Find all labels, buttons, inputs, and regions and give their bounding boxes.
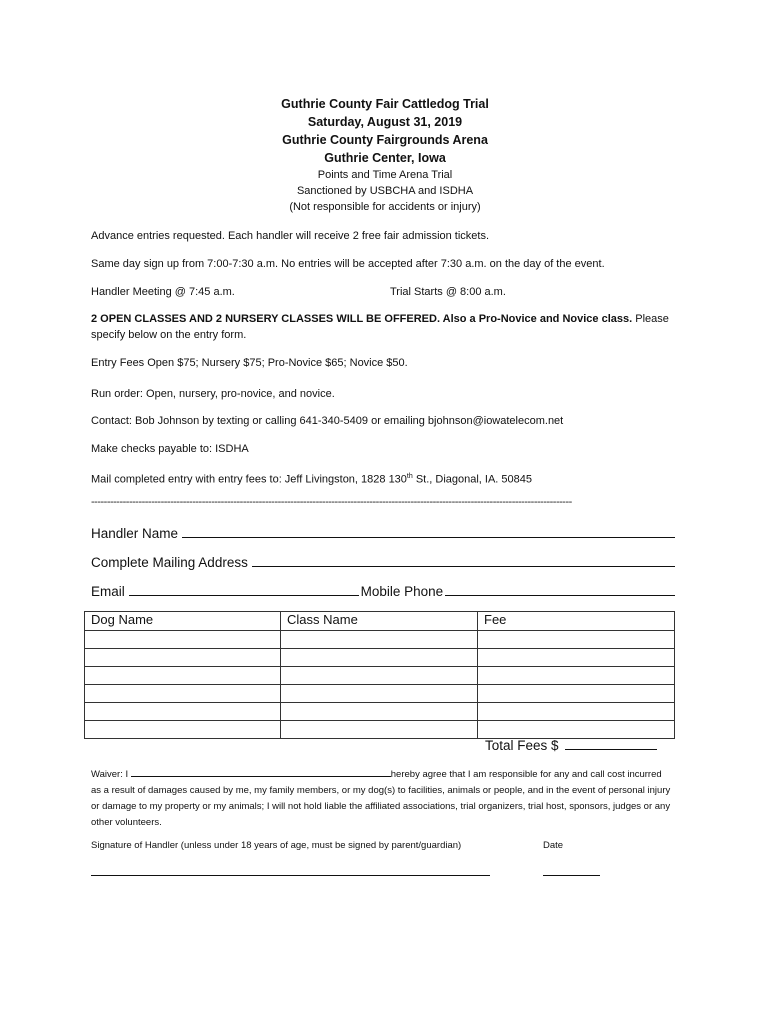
contact-text: Contact: Bob Johnson by texting or calling 641-340-5409 or emailing bjohnson@iowatelecom.net [91,415,564,427]
class-name-cell[interactable] [281,685,478,703]
checks-payable-text: Make checks payable to: ISDHA [91,443,249,455]
waiver-name-field[interactable] [131,766,391,777]
total-fees-field[interactable] [565,749,657,750]
trial-start-text: Trial Starts @ 8:00 a.m. [390,286,506,298]
mobile-phone-field[interactable] [445,595,675,596]
email-phone-row [91,581,675,599]
classes-note-text: Please specify below on the entry form. [91,313,669,341]
dog-name-cell[interactable] [85,685,281,703]
trial-type: Points and Time Arena Trial [317,169,453,181]
column-header-fee: Fee [478,612,675,631]
table-row [85,631,675,649]
column-header-dog-name: Dog Name [85,612,281,631]
column-header-class-name: Class Name [281,612,478,631]
mailing-address-field[interactable] [252,566,675,567]
classes-paragraph [91,311,691,343]
email-field[interactable] [129,595,359,596]
same-day-text: Same day sign up from 7:00-7:30 a.m. No entries will be accepted after 7:30 a.m. on the day of the event. [91,258,605,270]
advance-entries-text: Advance entries requested. Each handler will receive 2 free fair admission tickets. [91,230,490,242]
table-header-row [85,612,675,631]
total-fees-label: Total Fees $ [485,738,559,753]
fee-cell[interactable] [478,685,675,703]
mail-entry-suffix: St., Diagonal, IA. 50845 [412,473,533,486]
total-fees-row [485,738,657,753]
sanction-line: Sanctioned by USBCHA and ISDHA [296,185,474,197]
signature-label: Signature of Handler (unless under 18 years of age, must be signed by parent/guardian) [91,840,462,851]
handler-name-row [91,523,675,541]
class-name-cell[interactable] [281,649,478,667]
document-header [0,95,770,215]
run-order-text: Run order: Open, nursery, pro-novice, and novice. [91,388,335,400]
event-date: Saturday, August 31, 2019 [307,115,463,129]
dog-name-cell[interactable] [85,721,281,739]
dog-name-cell[interactable] [85,667,281,685]
table-row [85,667,675,685]
class-name-cell[interactable] [281,703,478,721]
cut-line-separator: -------------------------------------------------------------------------------------------------------------------------------------------------------- [91,496,572,508]
dog-name-cell[interactable] [85,703,281,721]
disclaimer-line: (Not responsible for accidents or injury) [289,201,481,213]
signature-field[interactable] [91,875,490,876]
fee-cell[interactable] [478,649,675,667]
mail-entry-superscript: th [406,473,413,480]
table-row [85,721,675,739]
fee-cell[interactable] [478,703,675,721]
event-city: Guthrie Center, Iowa [324,151,446,165]
waiver-prefix: Waiver: I [91,769,129,780]
fee-cell[interactable] [478,667,675,685]
handler-name-label: Handler Name [91,526,179,541]
dog-name-cell[interactable] [85,649,281,667]
fee-cell[interactable] [478,721,675,739]
waiver-paragraph [91,766,671,831]
email-label: Email [91,584,125,599]
table-row [85,685,675,703]
dog-entry-table [84,611,675,739]
classes-bold-text: 2 OPEN CLASSES AND 2 NURSERY CLASSES WILL BE OFFERED. Also a Pro-Novice and Novice class. [91,313,633,325]
class-name-cell[interactable] [281,631,478,649]
entry-fees-text: Entry Fees Open $75; Nursery $75; Pro-Novice $65; Novice $50. [91,357,408,369]
mail-entry-text [91,469,532,488]
mobile-phone-label: Mobile Phone [360,584,444,599]
table-row [85,649,675,667]
date-label: Date [543,840,564,851]
handler-meeting-text: Handler Meeting @ 7:45 a.m. [91,286,235,298]
mail-entry-prefix: Mail completed entry with entry fees to: Jeff Livingston, 1828 130 [91,473,407,486]
fee-cell[interactable] [478,631,675,649]
event-venue: Guthrie County Fairgrounds Arena [282,133,488,147]
date-field[interactable] [543,875,600,876]
mailing-address-row [91,552,675,570]
table-row [85,703,675,721]
event-title: Guthrie County Fair Cattledog Trial [281,97,489,111]
class-name-cell[interactable] [281,667,478,685]
handler-name-field[interactable] [182,537,675,538]
waiver-text: hereby agree that I am responsible for any and call cost incurred as a result of damages caused by me, my family members, or my dog(s) to facilities, animals or people, and in the event of personal injury or damage to my property or my animals; I will not hold liable the affiliated associations, trial organizers, trial host, sponsors, judges or any other volunteers. [91,769,671,828]
class-name-cell[interactable] [281,721,478,739]
mailing-address-label: Complete Mailing Address [91,555,248,570]
dog-name-cell[interactable] [85,631,281,649]
